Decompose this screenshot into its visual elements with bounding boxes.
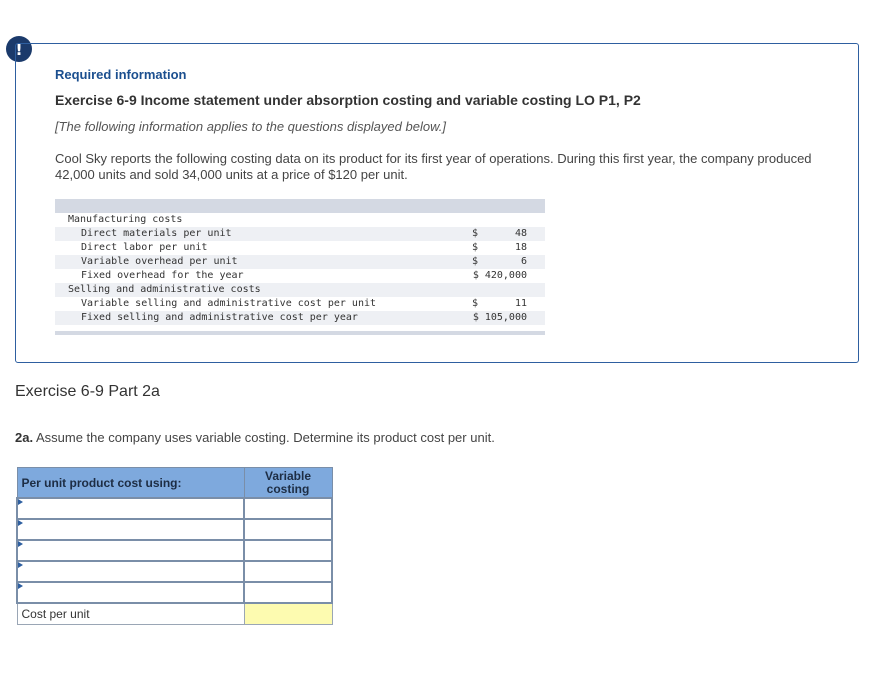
table-row: Manufacturing costs (68, 214, 183, 225)
problem-description: Cool Sky reports the following costing data on its product for its first year of operations. During this first year, the company produced 42,000 units and sold 34,000 units at a price of $120 per unit. (55, 151, 812, 182)
table-row (17, 498, 332, 519)
cost-per-unit-total[interactable] (244, 603, 332, 625)
table-row: Fixed selling and administrative cost per year $ 105,000 (55, 311, 545, 325)
table-row: Fixed overhead for the year $ 420,000 (81, 270, 527, 281)
answer-table (16, 467, 333, 625)
table-row (17, 582, 332, 603)
question-number: 2a. (15, 430, 34, 445)
cost-amount-input[interactable] (245, 583, 331, 602)
table-row (17, 519, 332, 540)
alert-icon: ! (6, 36, 32, 62)
table-row: Variable overhead per unit $ 6 (55, 255, 545, 269)
table-row: Direct materials per unit $ 48 (55, 227, 545, 241)
part-title: Exercise 6-9 Part 2a (15, 383, 160, 400)
cost-per-unit-label: Cost per unit (17, 603, 244, 625)
cost-amount-input[interactable] (245, 562, 331, 581)
table-row (17, 561, 332, 582)
required-info-title: Required information (55, 67, 187, 82)
info-note: [The following information applies to the questions displayed below.] (55, 119, 446, 134)
header-per-unit-label: Per unit product cost using: (17, 468, 244, 499)
required-info-panel (15, 43, 859, 363)
header-variable-costing: Variable costing (244, 468, 332, 499)
table-row: Variable selling and administrative cost per unit $ 11 (81, 298, 527, 309)
question-text (15, 430, 495, 445)
table-row: Direct labor per unit $ 18 (81, 242, 527, 253)
cost-amount-input[interactable] (245, 541, 331, 560)
cost-item-input[interactable] (18, 520, 243, 539)
cost-item-input[interactable] (18, 499, 243, 518)
question-body: Assume the company uses variable costing. Determine its product cost per unit. (33, 430, 495, 445)
table-header-bar (55, 199, 545, 213)
cost-amount-input[interactable] (245, 499, 331, 518)
cost-item-input[interactable] (18, 562, 243, 581)
answer-table-header (17, 468, 332, 499)
cost-amount-input[interactable] (245, 520, 331, 539)
cost-item-input[interactable] (18, 541, 243, 560)
exercise-title: Exercise 6-9 Income statement under absorption costing and variable costing LO P1, P2 (55, 92, 641, 108)
costing-data-table (55, 199, 545, 335)
table-row (17, 540, 332, 561)
cost-item-input[interactable] (18, 583, 243, 602)
table-footer-bar (55, 331, 545, 335)
answer-table-footer (17, 603, 332, 625)
table-row: Selling and administrative costs (55, 283, 545, 297)
